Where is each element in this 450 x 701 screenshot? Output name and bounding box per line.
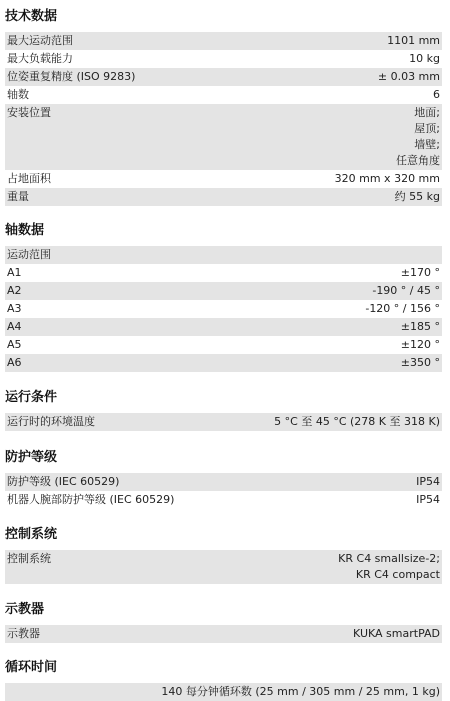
spec-value [416,492,440,508]
spec-row [5,550,442,584]
spec-row [5,318,442,336]
spec-row [5,32,442,50]
spec-value-line: 5 °C 至 45 °C (278 K 至 318 K) [274,415,440,428]
spec-row [5,413,442,431]
spec-value-line: 墙壁; [414,138,440,151]
spec-row [5,282,442,300]
section-title: 技术数据 [5,9,58,24]
spec-label: A4 [7,320,22,333]
spec-value-line: KR C4 smallsize-2; [338,552,440,565]
spec-value-line: 屋顶; [414,122,440,135]
spec-value-line: 地面; [414,106,440,119]
spec-value-line: IP54 [416,493,440,506]
spec-row [5,104,442,170]
spec-value-line: 6 [433,88,440,101]
spec-row [5,68,442,86]
section-protection-class [5,449,442,509]
spec-value-line: 10 kg [409,52,440,65]
spec-value [433,87,440,103]
spec-label: A5 [7,338,22,351]
section-technical-data [5,8,442,206]
spec-value [401,319,440,335]
spec-row [5,683,442,701]
spec-value-line: ±350 ° [400,356,440,369]
spec-value-line: ±185 ° [400,320,440,333]
spec-value-line: ±120 ° [400,338,440,351]
spec-value [409,51,440,67]
section-operating-conditions [5,389,442,431]
spec-value [372,283,440,299]
spec-label: A3 [7,302,22,315]
spec-value [401,265,440,281]
spec-value [416,474,440,490]
section-title: 控制系统 [5,527,58,542]
spec-label: 最大运动范围 [7,34,73,47]
spec-row [5,246,442,264]
spec-label: 运行时的环境温度 [7,415,95,428]
spec-row [5,264,442,282]
spec-label: A6 [7,356,22,369]
spec-value [335,171,440,187]
spec-value [365,301,440,317]
spec-value [401,355,440,371]
spec-label: 位姿重复精度 (ISO 9283) [7,70,136,83]
spec-row [5,86,442,104]
spec-label: 最大负载能力 [7,52,73,65]
spec-label: 安装位置 [7,106,51,119]
section-axis-data [5,222,442,372]
spec-label: A1 [7,266,22,279]
spec-label: A2 [7,284,22,297]
spec-value [396,105,440,169]
spec-row [5,188,442,206]
spec-value-line: ± 0.03 mm [377,70,440,83]
spec-row [5,50,442,68]
section-controller [5,526,442,584]
section-title: 循环时间 [5,660,58,675]
spec-value-line: ±170 ° [400,266,440,279]
spec-row [5,473,442,491]
spec-row [5,491,442,509]
spec-value [378,69,440,85]
spec-label: 运动范围 [7,248,51,261]
section-cycle-time [5,659,442,701]
spec-value-line: KUKA smartPAD [353,627,440,640]
spec-value-line: 任意角度 [396,154,440,167]
spec-value-line: 320 mm x 320 mm [334,172,440,185]
spec-value [274,414,440,430]
spec-value-line: IP54 [416,475,440,488]
spec-label: 防护等级 (IEC 60529) [7,475,120,488]
spec-label: 控制系统 [7,552,51,565]
spec-value-line: -120 ° / 156 ° [365,302,440,315]
spec-value [338,551,440,583]
spec-row [5,170,442,188]
spec-row [5,625,442,643]
spec-row [5,300,442,318]
spec-value [395,189,440,205]
section-teach-pendant [5,601,442,643]
spec-value [353,626,440,642]
spec-label: 机器人腕部防护等级 (IEC 60529) [7,493,175,506]
spec-value-line: 1101 mm [387,34,440,47]
section-title: 防护等级 [5,450,58,465]
section-title: 运行条件 [5,390,58,405]
spec-value [387,33,440,49]
spec-label: 占地面积 [7,172,51,185]
spec-value [7,684,440,700]
section-title: 示教器 [5,602,45,617]
spec-value-line: 约 55 kg [394,190,440,203]
spec-value-line: 140 每分钟循环数 (25 mm / 305 mm / 25 mm, 1 kg) [161,685,440,698]
spec-label: 示教器 [7,627,40,640]
spec-value-line: -190 ° / 45 ° [372,284,440,297]
spec-label: 轴数 [7,88,29,101]
spec-label: 重量 [7,190,29,203]
spec-row [5,336,442,354]
spec-value-line: KR C4 compact [355,568,440,581]
spec-row [5,354,442,372]
section-title: 轴数据 [5,223,45,238]
spec-value [401,337,440,353]
